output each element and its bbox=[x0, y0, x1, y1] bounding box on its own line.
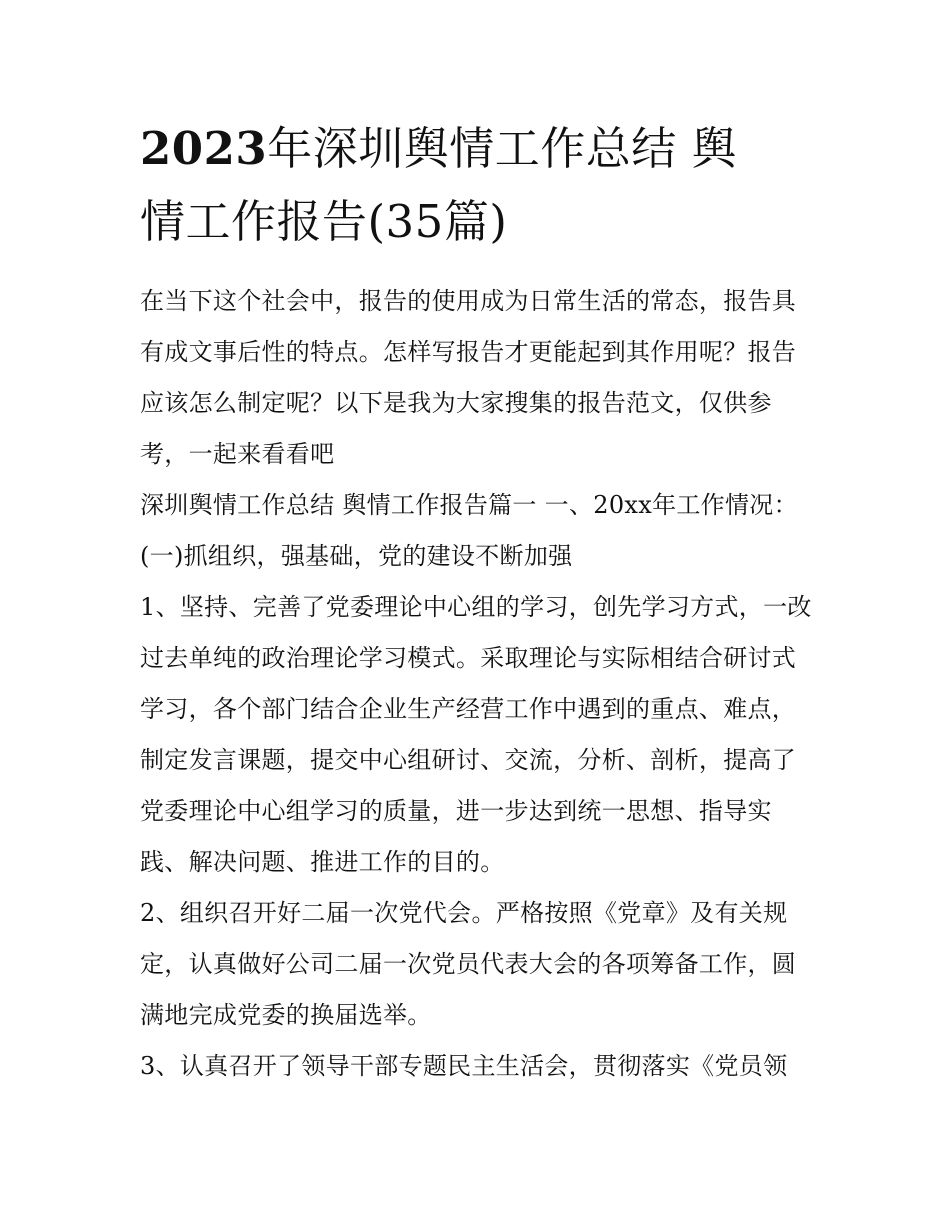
document-body bbox=[140, 276, 820, 1092]
title-year: 2023 bbox=[140, 122, 268, 175]
document-page bbox=[140, 112, 820, 1092]
document-title-line-2: 情工作报告(35篇) bbox=[140, 195, 508, 248]
list-item-1: 1、坚持、完善了党委理论中心组的学习，创先学习方式，一改过去单纯的政治理论学习模式。采取理论与实际相结合研讨式学习，各个部门结合企业生产经营工作中遇到的重点、难点，制定发言课题，提交中心组研讨、交流，分析、剖析，提高了党委理论中心组学习的质量，进一步达到统一思想、指导实践、解决问题、推进工作的目的。 bbox=[140, 593, 812, 876]
section-heading: 深圳舆情工作总结 舆情工作报告篇一 一、20xx年工作情况： bbox=[140, 491, 798, 519]
subsection-heading: (一)抓组织，强基础，党的建设不断加强 bbox=[140, 542, 573, 570]
document-title-line-1: 2023年深圳舆情工作总结 舆 bbox=[140, 122, 738, 175]
list-item-3: 3、认真召开了领导干部专题民主生活会，贯彻落实《党员领 bbox=[140, 1052, 788, 1080]
list-item-2: 2、组织召开好二届一次党代会。严格按照《党章》及有关规定，认真做好公司二届一次党员代表大会的各项筹备工作，圆满地完成党委的换届选举。 bbox=[140, 899, 797, 1029]
intro-paragraph: 在当下这个社会中，报告的使用成为日常生活的常态，报告具有成文事后性的特点。怎样写报告才更能起到其作用呢？报告应该怎么制定呢？以下是我为大家搜集的报告范文，仅供参考，一起来看看吧 bbox=[140, 287, 797, 468]
document-title bbox=[140, 112, 820, 258]
